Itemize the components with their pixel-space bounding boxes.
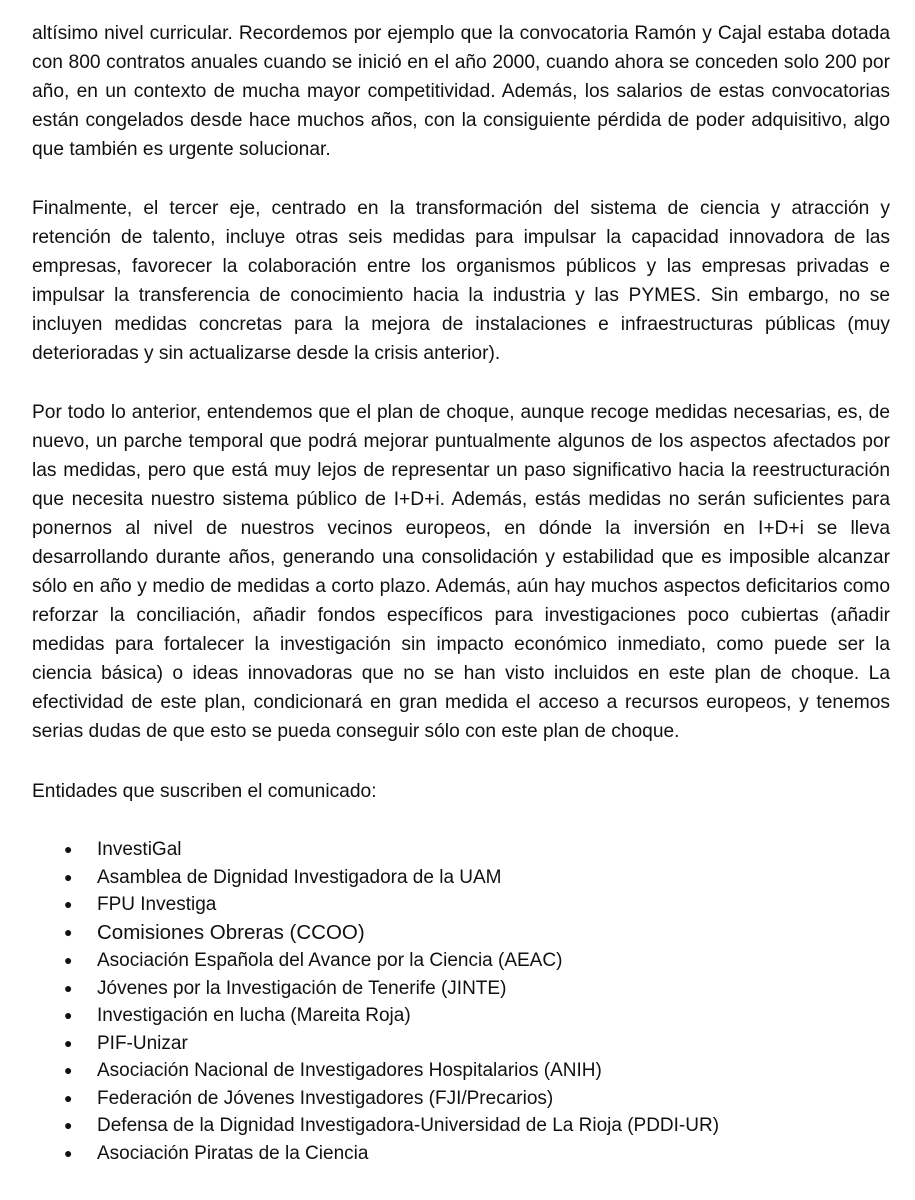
paragraph-salaries: altísimo nivel curricular. Recordemos por ejemplo que la convocatoria Ramón y Cajal estaba dotada con 800 contratos anuales cuando se inició en el año 2000, cuando ahora se conceden solo 200 por año, en un contexto de mucha mayor competitividad. Además, los salarios de estas convocatorias están congelados desde hace muchos años, con la consiguiente pérdida de poder adquisitivo, algo que también es urgente solucionar. (32, 23, 890, 160)
list-item (32, 836, 890, 864)
entity-name: Asociación Española del Avance por la Ciencia (AEAC) (97, 950, 563, 971)
list-item (32, 919, 890, 948)
bullet-icon: ● (64, 952, 73, 968)
entity-name: Jóvenes por la Investigación de Tenerife (JINTE) (97, 977, 507, 999)
bullet-icon: ● (64, 1034, 73, 1051)
entity-name: Asociación Nacional de Investigadores Hospitalarios (ANIH) (97, 1060, 602, 1081)
paragraph-third-axis: Finalmente, el tercer eje, centrado en la transformación del sistema de ciencia y atracción y retención de talento, incluye otras seis medidas para impulsar la capacidad innovadora de las empresas, favorecer la colaboración entre los organismos públicos y las empresas privadas e impulsar la transferencia de conocimiento hacia la industria y las PYMES. Sin embargo, no se incluyen medidas concretas para la mejora de instalaciones e infraestructuras públicas (muy deterioradas y sin actualizarse desde la crisis anterior). (32, 198, 890, 364)
entity-name: FPU Investiga (97, 894, 217, 915)
entities-list (32, 836, 890, 1167)
entity-name: Federación de Jóvenes Investigadores (FJI/Precarios) (97, 1087, 554, 1109)
list-item (32, 1085, 890, 1113)
bullet-icon: ● (64, 1117, 73, 1133)
entity-name: PIF-Unizar (97, 1032, 188, 1054)
bullet-icon: ● (64, 923, 73, 940)
bullet-icon: ● (64, 1144, 73, 1161)
list-item (32, 947, 890, 975)
entity-name: Investigación en lucha (Mareita Roja) (97, 1005, 411, 1026)
list-item (32, 1057, 890, 1085)
entity-name: Comisiones Obreras (CCOO) (97, 920, 365, 944)
bullet-icon: ● (64, 868, 73, 885)
list-item (32, 1140, 890, 1168)
list-item (32, 1112, 890, 1140)
bullet-icon: ● (64, 1007, 73, 1023)
entity-name: Defensa de la Dignidad Investigadora-Universidad de La Rioja (PDDI-UR) (97, 1115, 720, 1136)
entity-name: InvestiGal (97, 839, 182, 860)
bullet-icon: ● (64, 896, 73, 912)
bullet-icon: ● (64, 979, 73, 996)
bullet-icon: ● (64, 841, 73, 857)
list-item (32, 975, 890, 1003)
entity-name: Asamblea de Dignidad Investigadora de la UAM (97, 866, 502, 888)
entity-name: Asociación Piratas de la Ciencia (97, 1142, 369, 1164)
list-item (32, 891, 890, 919)
bullet-icon: ● (64, 1062, 73, 1078)
paragraph-conclusion: Por todo lo anterior, entendemos que el plan de choque, aunque recoge medidas necesarias, es, de nuevo, un parche temporal que podrá mejorar puntualmente algunos de los aspectos afectados por las medidas, pero que está muy lejos de representar un paso significativo hacia la reestructuración que necesita nuestro sistema público de I+D+i. Además, estás medidas no serán suficientes para ponernos al nivel de nuestros vecinos europeos, en dónde la inversión en I+D+i se lleva desarrollando durante años, generando una consolidación y estabilidad que es imposible alcanzar sólo en año y medio de medidas a corto plazo. Además, aún hay muchos aspectos deficitarios como reforzar la conciliación, añadir fondos específicos para investigaciones poco cubiertas (añadir medidas para fortalecer la investigación sin impacto económico inmediato, como puede ser la ciencia básica) o ideas innovadoras que no se han visto incluidos en este plan de choque. La efectividad de este plan, condicionará en gran medida el acceso a recursos europeos, y tenemos serias dudas de que esto se pueda conseguir sólo con este plan de choque. (32, 402, 890, 742)
list-item (32, 1030, 890, 1058)
document-body (32, 19, 890, 1167)
entities-intro: Entidades que suscriben el comunicado: (32, 781, 377, 802)
list-item (32, 1002, 890, 1030)
list-item (32, 864, 890, 892)
bullet-icon: ● (64, 1089, 73, 1106)
